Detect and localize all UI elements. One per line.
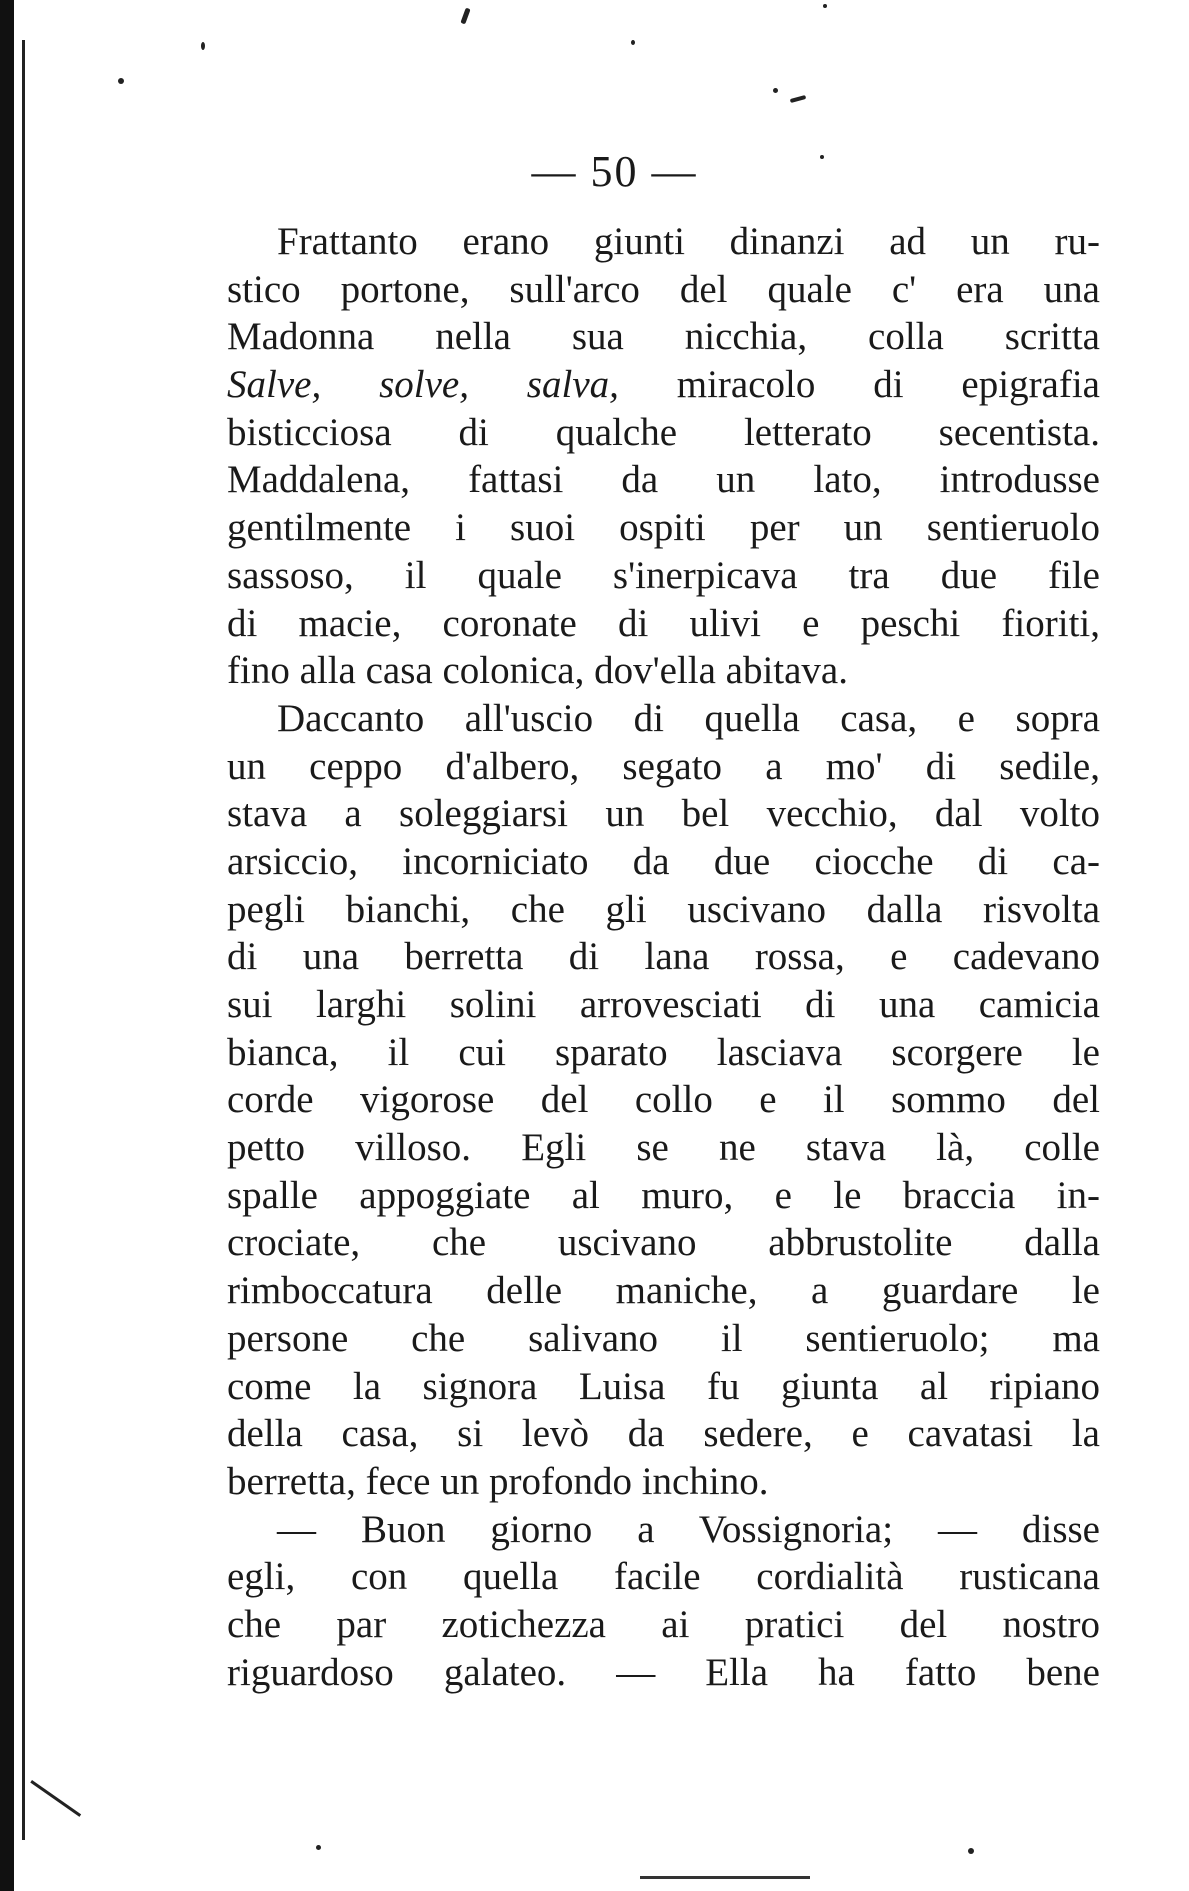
line-text: spalle appoggiate al muro, e le braccia in- bbox=[227, 1173, 1100, 1217]
line-text: bisticciosa di qualche letterato secentista. bbox=[227, 410, 1100, 454]
line-text: crociate, che uscivano abbrustolite dalla bbox=[227, 1221, 1100, 1265]
text-line bbox=[227, 266, 1100, 314]
spine-gutter-line bbox=[22, 40, 25, 1840]
line-text: persone che salivano il sentieruolo; ma bbox=[227, 1316, 1100, 1360]
line-text: Frattanto erano giunti dinanzi ad un ru- bbox=[277, 220, 1100, 263]
text-line bbox=[227, 1219, 1100, 1267]
text-line bbox=[227, 409, 1100, 457]
text-line bbox=[227, 313, 1100, 361]
spine-corner-line bbox=[30, 1780, 81, 1817]
line-text: egli, con quella facile cordialità rusticana bbox=[227, 1555, 1100, 1599]
text-line bbox=[227, 361, 1100, 409]
text-line bbox=[227, 790, 1100, 838]
text-line bbox=[227, 600, 1100, 648]
text-line bbox=[227, 1553, 1100, 1601]
text-line bbox=[227, 1601, 1100, 1649]
line-text: stico portone, sull'arco del quale c' era una bbox=[227, 267, 1100, 311]
text-line bbox=[227, 1506, 1100, 1554]
text-line bbox=[227, 1458, 1100, 1506]
line-text: sui larghi solini arrovesciati di una camicia bbox=[227, 983, 1100, 1026]
line-text: che par zotichezza ai pratici del nostro bbox=[227, 1602, 1100, 1646]
line-text: riguardoso galateo. — Ella ha fatto bene bbox=[227, 1650, 1100, 1694]
scan-speck bbox=[773, 88, 778, 93]
line-text: petto villoso. Egli se ne stava là, colle bbox=[227, 1126, 1100, 1170]
scan-speck bbox=[968, 1848, 974, 1854]
text-line bbox=[227, 1410, 1100, 1458]
line-text: un ceppo d'albero, segato a mo' di sedile, bbox=[227, 744, 1100, 788]
scan-speck bbox=[790, 95, 806, 103]
scan-speck bbox=[631, 40, 635, 45]
scan-speck bbox=[118, 78, 124, 84]
text-line bbox=[227, 838, 1100, 886]
text-line bbox=[227, 1649, 1100, 1697]
scan-speck bbox=[201, 42, 205, 50]
text-line bbox=[227, 1363, 1100, 1411]
line-text: stava a soleggiarsi un bel vecchio, dal volto bbox=[227, 792, 1100, 836]
scan-speck bbox=[460, 8, 470, 25]
line-text: come la signora Luisa fu giunta al ripiano bbox=[227, 1364, 1100, 1408]
text-line bbox=[227, 647, 1100, 695]
line-text: — Buon giorno a Vossignoria; — disse bbox=[277, 1507, 1100, 1551]
line-text: corde vigorose del collo e il sommo del bbox=[227, 1078, 1100, 1122]
line-text: sassoso, il quale s'inerpicava tra due file bbox=[227, 553, 1100, 597]
text-line bbox=[227, 743, 1100, 791]
line-text: della casa, si levò da sedere, e cavatasi la bbox=[227, 1412, 1100, 1456]
text-line bbox=[227, 1172, 1100, 1220]
line-text: berretta, fece un profondo inchino. bbox=[227, 1459, 769, 1503]
scan-speck bbox=[823, 4, 827, 8]
text-line bbox=[227, 218, 1100, 266]
line-text: miracolo di epigrafia bbox=[618, 363, 1100, 407]
line-text: pegli bianchi, che gli uscivano dalla risvolta bbox=[227, 887, 1100, 931]
book-spine-edge bbox=[0, 0, 40, 1891]
line-text: bianca, il cui sparato lasciava scorgere le bbox=[227, 1030, 1100, 1074]
text-line bbox=[227, 1076, 1100, 1124]
text-line bbox=[227, 886, 1100, 934]
text-line bbox=[227, 981, 1100, 1029]
line-text: di macie, coronate di ulivi e peschi fioriti, bbox=[227, 601, 1100, 645]
text-line bbox=[227, 1267, 1100, 1315]
text-line bbox=[227, 552, 1100, 600]
text-line bbox=[227, 933, 1100, 981]
scan-speck bbox=[316, 1845, 321, 1850]
text-line bbox=[227, 1029, 1100, 1077]
spine-shadow-band bbox=[0, 0, 14, 1891]
line-text: gentilmente i suoi ospiti per un sentieruolo bbox=[227, 506, 1100, 550]
line-text: rimboccatura delle maniche, a guardare le bbox=[227, 1269, 1100, 1313]
line-text: di una berretta di lana rossa, e cadevano bbox=[227, 935, 1100, 979]
page-number: — 50 — bbox=[531, 147, 698, 196]
line-text: fino alla casa colonica, dov'ella abitava. bbox=[227, 649, 848, 693]
line-text: Maddalena, fattasi da un lato, introdusse bbox=[227, 458, 1100, 502]
line-text: Daccanto all'uscio di quella casa, e sopra bbox=[277, 696, 1100, 740]
text-line bbox=[227, 456, 1100, 504]
bottom-rule bbox=[640, 1876, 810, 1879]
text-line bbox=[227, 695, 1100, 743]
text-line bbox=[227, 504, 1100, 552]
line-text: Madonna nella sua nicchia, colla scritta bbox=[227, 315, 1100, 359]
body-text bbox=[227, 218, 1100, 1696]
line-text: arsiccio, incorniciato da due ciocche di ca- bbox=[227, 839, 1100, 883]
text-line bbox=[227, 1315, 1100, 1363]
text-line bbox=[227, 1124, 1100, 1172]
italic-phrase: Salve, solve, salva, bbox=[227, 363, 619, 407]
